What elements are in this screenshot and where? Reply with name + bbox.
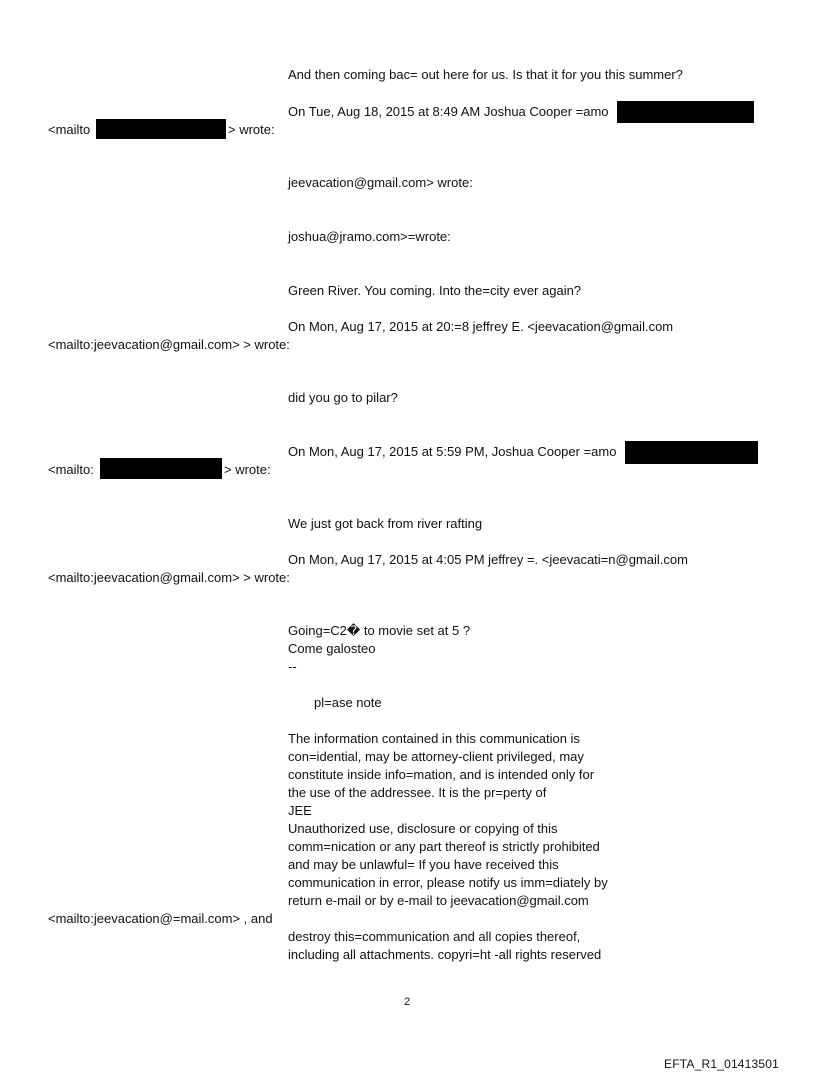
text-line: On Mon, Aug 17, 2015 at 5:59 PM, Joshua Cooper =amo (288, 444, 617, 459)
redaction-box (625, 441, 758, 464)
bates-stamp: EFTA_R1_01413501 (664, 1057, 780, 1071)
text-line: and may be unlawful= If you have received this (288, 857, 559, 872)
text-line: Unauthorized use, disclosure or copying of this (288, 821, 558, 836)
text-line: We just got back from river rafting (288, 516, 483, 531)
text-line: including all attachments. copyri=ht -all rights reserved (288, 947, 602, 962)
text-line: communication in error, please notify us imm=diately by (288, 875, 608, 890)
text-line: return e-mail or by e-mail to jeevacation@gmail.com (288, 893, 589, 908)
text-line: pl=ase note (314, 695, 382, 710)
text-line: <mailto: (48, 462, 94, 477)
text-line: On Tue, Aug 18, 2015 at 8:49 AM Joshua Cooper =amo (288, 104, 609, 119)
text-line: Green River. You coming. Into the=city ever again? (288, 283, 582, 298)
text-line: And then coming bac= out here for us. Is that it for you this summer? (288, 67, 683, 82)
redaction-box (617, 101, 754, 123)
text-line: <mailto (48, 122, 91, 137)
text-line: destroy this=communication and all copies thereof, (288, 929, 581, 944)
text-line: On Mon, Aug 17, 2015 at 20:=8 jeffrey E. <jeevacation@gmail.com (288, 319, 674, 334)
text-line: con=idential, may be attorney-client privileged, may (288, 749, 584, 764)
redaction-box (96, 119, 226, 139)
page-number: 2 (404, 996, 411, 1008)
text-line: <mailto:jeevacation@gmail.com> > wrote: (48, 570, 290, 585)
text-line: joshua@jramo.com>=wrote: (288, 229, 451, 244)
text-line: jeevacation@gmail.com> wrote: (288, 175, 473, 190)
text-line: > wrote: (228, 122, 275, 137)
text-line: comm=nication or any part thereof is strictly prohibited (288, 839, 600, 854)
text-line: The information contained in this communication is (288, 731, 580, 746)
text-line: constitute inside info=mation, and is intended only for (288, 767, 595, 782)
redaction-box (100, 458, 222, 479)
text-line: <mailto:jeevacation@gmail.com> > wrote: (48, 337, 290, 352)
text-line: <mailto:jeevacation@=mail.com> , and (48, 911, 273, 926)
text-line: JEE (288, 803, 312, 818)
text-line: the use of the addressee. It is the pr=perty of (288, 785, 547, 800)
text-line: -- (288, 659, 297, 674)
text-line: > wrote: (224, 462, 271, 477)
text-line: did you go to pilar? (288, 390, 398, 405)
text-line: Come galosteo (288, 641, 376, 656)
text-line: Going=C2� to movie set at 5 ? (288, 623, 471, 638)
text-line: On Mon, Aug 17, 2015 at 4:05 PM jeffrey =. <jeevacati=n@gmail.com (288, 552, 688, 567)
